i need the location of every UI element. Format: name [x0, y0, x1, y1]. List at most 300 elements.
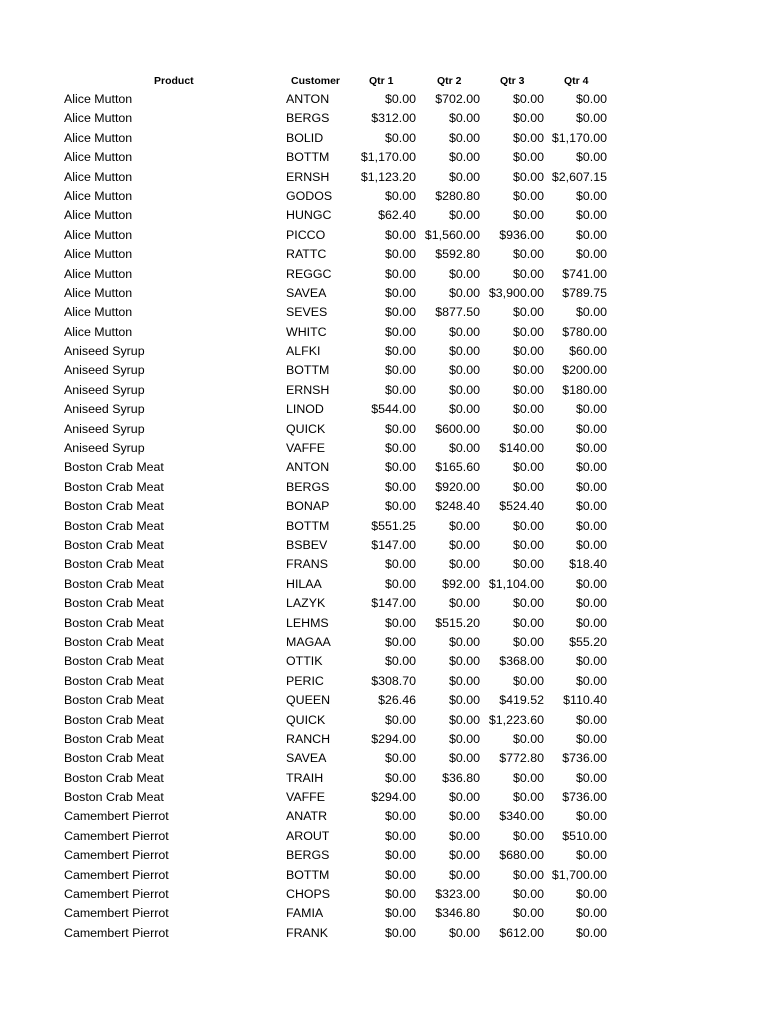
- cell-product: Alice Mutton: [64, 324, 133, 339]
- cell-customer: HUNGC: [286, 208, 332, 223]
- cell-customer: ANATR: [286, 809, 328, 824]
- cell-product: Camembert Pierrot: [64, 867, 169, 882]
- cell-product: Boston Crab Meat: [64, 790, 164, 805]
- table-row: [0, 924, 768, 943]
- cell-product: Aniseed Syrup: [64, 344, 145, 359]
- cell-customer: FRANS: [286, 557, 328, 572]
- cell-qtr-1: $0.00: [384, 887, 416, 902]
- cell-qtr-1: $0.00: [384, 441, 416, 456]
- cell-customer: PICCO: [286, 227, 326, 242]
- cell-qtr-1: $0.00: [384, 615, 416, 630]
- cell-qtr-1: $147.00: [371, 596, 416, 611]
- cell-qtr-4: $741.00: [562, 266, 607, 281]
- cell-qtr-4: $0.00: [575, 479, 607, 494]
- cell-customer: ERNSH: [286, 169, 330, 184]
- cell-qtr-4: $789.75: [562, 285, 607, 300]
- cell-qtr-4: $0.00: [575, 906, 607, 921]
- cell-qtr-2: $592.80: [435, 247, 480, 262]
- table-row: [0, 458, 768, 477]
- cell-qtr-1: $294.00: [371, 731, 416, 746]
- table-row: [0, 594, 768, 613]
- cell-qtr-3: $0.00: [512, 460, 544, 475]
- cell-qtr-2: $0.00: [448, 285, 480, 300]
- table-row: [0, 284, 768, 303]
- cell-qtr-2: $0.00: [448, 402, 480, 417]
- header-customer: Customer: [291, 75, 341, 87]
- cell-product: Boston Crab Meat: [64, 634, 164, 649]
- cell-qtr-4: $60.00: [569, 344, 607, 359]
- cell-qtr-2: $0.00: [448, 537, 480, 552]
- cell-qtr-4: $0.00: [575, 111, 607, 126]
- cell-qtr-2: $515.20: [435, 615, 480, 630]
- cell-customer: BOTTM: [286, 867, 330, 882]
- cell-product: Boston Crab Meat: [64, 557, 164, 572]
- cell-customer: BERGS: [286, 479, 330, 494]
- table-row: [0, 827, 768, 846]
- cell-qtr-4: $2,607.15: [551, 169, 607, 184]
- cell-product: Alice Mutton: [64, 169, 133, 184]
- cell-qtr-4: $0.00: [575, 770, 607, 785]
- cell-qtr-1: $62.40: [378, 208, 416, 223]
- cell-product: Camembert Pierrot: [64, 809, 169, 824]
- table-row: [0, 187, 768, 206]
- cell-qtr-4: $0.00: [575, 247, 607, 262]
- cell-qtr-3: $0.00: [512, 247, 544, 262]
- cell-customer: LAZYK: [286, 596, 326, 611]
- cell-qtr-3: $0.00: [512, 770, 544, 785]
- cell-qtr-4: $0.00: [575, 654, 607, 669]
- cell-qtr-4: $736.00: [562, 790, 607, 805]
- cell-product: Camembert Pierrot: [64, 925, 169, 940]
- cell-product: Camembert Pierrot: [64, 906, 169, 921]
- cell-qtr-1: $0.00: [384, 867, 416, 882]
- cell-qtr-2: $1,560.00: [424, 227, 480, 242]
- cell-qtr-1: $0.00: [384, 460, 416, 475]
- cell-qtr-1: $551.25: [371, 518, 416, 533]
- cell-qtr-3: $3,900.00: [488, 285, 544, 300]
- cell-qtr-2: $0.00: [448, 150, 480, 165]
- cell-product: Aniseed Syrup: [64, 363, 145, 378]
- cell-qtr-4: $0.00: [575, 576, 607, 591]
- cell-qtr-2: $0.00: [448, 848, 480, 863]
- cell-qtr-1: $0.00: [384, 266, 416, 281]
- cell-product: Alice Mutton: [64, 227, 133, 242]
- table-row: [0, 788, 768, 807]
- cell-qtr-2: $0.00: [448, 518, 480, 533]
- table-row: [0, 575, 768, 594]
- cell-qtr-3: $0.00: [512, 906, 544, 921]
- cell-qtr-2: $0.00: [448, 634, 480, 649]
- cell-qtr-3: $0.00: [512, 634, 544, 649]
- cell-qtr-1: $1,170.00: [360, 150, 416, 165]
- cell-qtr-2: $0.00: [448, 382, 480, 397]
- header-qtr-4: Qtr 4: [564, 75, 589, 87]
- cell-qtr-3: $340.00: [499, 809, 544, 824]
- cell-qtr-3: $0.00: [512, 111, 544, 126]
- table-row: [0, 129, 768, 148]
- cell-qtr-1: $1,123.20: [360, 169, 416, 184]
- table-row: [0, 497, 768, 516]
- cell-product: Aniseed Syrup: [64, 402, 145, 417]
- cell-product: Alice Mutton: [64, 92, 133, 106]
- cell-qtr-4: $200.00: [562, 363, 607, 378]
- cell-qtr-3: $0.00: [512, 363, 544, 378]
- cell-product: Alice Mutton: [64, 247, 133, 262]
- cell-qtr-2: $0.00: [448, 828, 480, 843]
- cell-qtr-3: $1,104.00: [488, 576, 544, 591]
- cell-qtr-3: $0.00: [512, 208, 544, 223]
- cell-qtr-1: $0.00: [384, 712, 416, 727]
- header-qtr-1: Qtr 1: [369, 75, 394, 87]
- table-row: [0, 749, 768, 768]
- table-row: [0, 439, 768, 458]
- cell-qtr-3: $0.00: [512, 382, 544, 397]
- cell-qtr-1: $312.00: [371, 111, 416, 126]
- cell-qtr-4: $510.00: [562, 828, 607, 843]
- cell-qtr-1: $0.00: [384, 363, 416, 378]
- cell-qtr-2: $165.60: [435, 460, 480, 475]
- table-row: [0, 536, 768, 555]
- cell-product: Alice Mutton: [64, 285, 133, 300]
- cell-customer: BOLID: [286, 130, 324, 145]
- cell-qtr-3: $368.00: [499, 654, 544, 669]
- cell-qtr-3: $772.80: [499, 751, 544, 766]
- table-row: [0, 904, 768, 923]
- cell-qtr-1: $0.00: [384, 925, 416, 940]
- cell-qtr-2: $0.00: [448, 169, 480, 184]
- cell-qtr-4: $1,700.00: [551, 867, 607, 882]
- cell-qtr-3: $0.00: [512, 615, 544, 630]
- cell-qtr-2: $0.00: [448, 441, 480, 456]
- cell-qtr-3: $0.00: [512, 790, 544, 805]
- cell-qtr-1: $0.00: [384, 809, 416, 824]
- cell-qtr-4: $0.00: [575, 227, 607, 242]
- cell-qtr-3: $0.00: [512, 266, 544, 281]
- cell-customer: BOTTM: [286, 363, 330, 378]
- cell-customer: QUICK: [286, 712, 326, 727]
- cell-qtr-4: $0.00: [575, 208, 607, 223]
- table-row: [0, 109, 768, 128]
- cell-customer: QUEEN: [286, 693, 331, 708]
- cell-customer: VAFFE: [286, 441, 326, 456]
- cell-qtr-1: $0.00: [384, 324, 416, 339]
- table-row: [0, 730, 768, 749]
- cell-qtr-3: $0.00: [512, 828, 544, 843]
- cell-product: Boston Crab Meat: [64, 479, 164, 494]
- cell-qtr-2: $0.00: [448, 925, 480, 940]
- cell-customer: RATTC: [286, 247, 327, 262]
- cell-product: Boston Crab Meat: [64, 518, 164, 533]
- cell-qtr-4: $0.00: [575, 925, 607, 940]
- cell-qtr-3: $0.00: [512, 731, 544, 746]
- table-body: [0, 90, 768, 943]
- cell-product: Boston Crab Meat: [64, 731, 164, 746]
- cell-qtr-4: $180.00: [562, 382, 607, 397]
- cell-customer: AROUT: [286, 828, 330, 843]
- cell-product: Boston Crab Meat: [64, 712, 164, 727]
- cell-qtr-1: $0.00: [384, 576, 416, 591]
- table-row: [0, 148, 768, 167]
- cell-qtr-1: $0.00: [384, 344, 416, 359]
- cell-product: Aniseed Syrup: [64, 421, 145, 436]
- cell-qtr-3: $0.00: [512, 92, 544, 106]
- cell-customer: ANTON: [286, 460, 330, 475]
- cell-qtr-4: $0.00: [575, 460, 607, 475]
- cell-qtr-3: $0.00: [512, 596, 544, 611]
- cell-qtr-3: $0.00: [512, 479, 544, 494]
- cell-qtr-2: $0.00: [448, 867, 480, 882]
- cell-qtr-4: $0.00: [575, 712, 607, 727]
- cell-qtr-1: $0.00: [384, 285, 416, 300]
- cell-qtr-2: $0.00: [448, 208, 480, 223]
- cell-product: Boston Crab Meat: [64, 576, 164, 591]
- cell-qtr-2: $0.00: [448, 693, 480, 708]
- cell-qtr-4: $0.00: [575, 887, 607, 902]
- cell-qtr-3: $612.00: [499, 925, 544, 940]
- cell-qtr-1: $0.00: [384, 188, 416, 203]
- cell-product: Camembert Pierrot: [64, 848, 169, 863]
- table-row: [0, 265, 768, 284]
- cell-qtr-1: $0.00: [384, 382, 416, 397]
- cell-qtr-4: $0.00: [575, 518, 607, 533]
- cell-qtr-4: $0.00: [575, 92, 607, 106]
- cell-qtr-4: $0.00: [575, 441, 607, 456]
- cell-product: Alice Mutton: [64, 130, 133, 145]
- table-row: [0, 633, 768, 652]
- cell-qtr-1: $0.00: [384, 848, 416, 863]
- cell-product: Boston Crab Meat: [64, 460, 164, 475]
- cell-qtr-4: $0.00: [575, 499, 607, 514]
- cell-qtr-4: $1,170.00: [551, 130, 607, 145]
- cell-customer: HILAA: [286, 576, 322, 591]
- cell-product: Boston Crab Meat: [64, 770, 164, 785]
- cell-product: Alice Mutton: [64, 150, 133, 165]
- table-row: [0, 769, 768, 788]
- cell-product: Aniseed Syrup: [64, 382, 145, 397]
- table-row: [0, 517, 768, 536]
- cell-qtr-3: $419.52: [499, 693, 544, 708]
- table-row: [0, 245, 768, 264]
- cell-qtr-3: $0.00: [512, 421, 544, 436]
- cell-qtr-2: $0.00: [448, 596, 480, 611]
- cell-qtr-4: $0.00: [575, 809, 607, 824]
- cell-product: Boston Crab Meat: [64, 673, 164, 688]
- cell-qtr-2: $0.00: [448, 266, 480, 281]
- cell-customer: SEVES: [286, 305, 328, 320]
- cell-customer: ERNSH: [286, 382, 330, 397]
- cell-qtr-1: $0.00: [384, 479, 416, 494]
- table-row: [0, 226, 768, 245]
- cell-customer: BONAP: [286, 499, 330, 514]
- table-row: [0, 691, 768, 710]
- cell-qtr-2: $346.80: [435, 906, 480, 921]
- cell-customer: VAFFE: [286, 790, 326, 805]
- cell-product: Boston Crab Meat: [64, 615, 164, 630]
- cell-product: Camembert Pierrot: [64, 887, 169, 902]
- cell-customer: LEHMS: [286, 615, 329, 630]
- table-row: [0, 342, 768, 361]
- cell-product: Boston Crab Meat: [64, 537, 164, 552]
- table-row: [0, 400, 768, 419]
- cell-product: Alice Mutton: [64, 111, 133, 126]
- cell-customer: GODOS: [286, 188, 333, 203]
- table-row: [0, 323, 768, 342]
- cell-customer: SAVEA: [286, 285, 327, 300]
- cell-product: Alice Mutton: [64, 266, 133, 281]
- cell-qtr-3: $0.00: [512, 537, 544, 552]
- table-row: [0, 381, 768, 400]
- cell-qtr-2: $0.00: [448, 324, 480, 339]
- cell-qtr-4: $0.00: [575, 731, 607, 746]
- cell-qtr-2: $0.00: [448, 344, 480, 359]
- cell-qtr-1: $147.00: [371, 537, 416, 552]
- cell-qtr-2: $0.00: [448, 790, 480, 805]
- table-row: [0, 90, 768, 109]
- cell-product: Boston Crab Meat: [64, 654, 164, 669]
- cell-qtr-3: $0.00: [512, 867, 544, 882]
- cell-qtr-4: $0.00: [575, 421, 607, 436]
- cell-qtr-1: $544.00: [371, 402, 416, 417]
- cell-customer: BOTTM: [286, 518, 330, 533]
- cell-customer: RANCH: [286, 731, 331, 746]
- cell-qtr-2: $0.00: [448, 673, 480, 688]
- header-qtr-3: Qtr 3: [500, 75, 525, 87]
- cell-qtr-3: $140.00: [499, 441, 544, 456]
- cell-qtr-2: $0.00: [448, 363, 480, 378]
- cell-qtr-4: $0.00: [575, 402, 607, 417]
- cell-qtr-3: $0.00: [512, 130, 544, 145]
- cell-qtr-3: $1,223.60: [488, 712, 544, 727]
- cell-qtr-3: $680.00: [499, 848, 544, 863]
- cell-qtr-4: $0.00: [575, 188, 607, 203]
- cell-qtr-4: $55.20: [569, 634, 607, 649]
- cell-qtr-2: $0.00: [448, 130, 480, 145]
- cell-product: Alice Mutton: [64, 208, 133, 223]
- cell-qtr-1: $0.00: [384, 751, 416, 766]
- cell-qtr-3: $0.00: [512, 188, 544, 203]
- cell-qtr-2: $920.00: [435, 479, 480, 494]
- cell-qtr-4: $0.00: [575, 673, 607, 688]
- cell-qtr-2: $0.00: [448, 751, 480, 766]
- cell-customer: ANTON: [286, 92, 330, 106]
- table-row: [0, 478, 768, 497]
- table-row: [0, 614, 768, 633]
- cell-product: Boston Crab Meat: [64, 596, 164, 611]
- table-row: [0, 846, 768, 865]
- table-row: [0, 303, 768, 322]
- table-row: [0, 711, 768, 730]
- spreadsheet: [0, 72, 768, 943]
- cell-qtr-4: $0.00: [575, 150, 607, 165]
- cell-customer: TRAIH: [286, 770, 324, 785]
- cell-qtr-4: $110.40: [563, 693, 607, 708]
- cell-qtr-1: $0.00: [384, 828, 416, 843]
- cell-qtr-1: $0.00: [384, 305, 416, 320]
- table-row: [0, 168, 768, 187]
- cell-qtr-1: $308.70: [371, 673, 416, 688]
- cell-customer: LINOD: [286, 402, 324, 417]
- cell-product: Boston Crab Meat: [64, 693, 164, 708]
- cell-customer: FRANK: [286, 925, 328, 940]
- cell-customer: BOTTM: [286, 150, 330, 165]
- cell-qtr-3: $0.00: [512, 887, 544, 902]
- cell-product: Aniseed Syrup: [64, 441, 145, 456]
- cell-qtr-2: $0.00: [448, 654, 480, 669]
- cell-customer: BSBEV: [286, 537, 328, 552]
- cell-qtr-1: $0.00: [384, 499, 416, 514]
- cell-customer: QUICK: [286, 421, 326, 436]
- table-row: [0, 807, 768, 826]
- cell-qtr-2: $280.80: [435, 188, 480, 203]
- cell-qtr-1: $0.00: [384, 654, 416, 669]
- cell-customer: ALFKI: [286, 344, 321, 359]
- cell-qtr-4: $0.00: [575, 596, 607, 611]
- cell-qtr-4: $0.00: [575, 305, 607, 320]
- table-row: [0, 652, 768, 671]
- table-row: [0, 206, 768, 225]
- cell-qtr-2: $0.00: [448, 111, 480, 126]
- cell-qtr-1: $26.46: [378, 693, 416, 708]
- cell-product: Camembert Pierrot: [64, 828, 169, 843]
- cell-qtr-1: $0.00: [384, 247, 416, 262]
- cell-product: Alice Mutton: [64, 305, 133, 320]
- cell-product: Boston Crab Meat: [64, 751, 164, 766]
- cell-qtr-4: $780.00: [562, 324, 607, 339]
- cell-qtr-4: $736.00: [562, 751, 607, 766]
- cell-qtr-1: $0.00: [384, 227, 416, 242]
- cell-qtr-2: $877.50: [435, 305, 480, 320]
- table-row: [0, 885, 768, 904]
- cell-qtr-3: $0.00: [512, 305, 544, 320]
- cell-qtr-3: $0.00: [512, 402, 544, 417]
- cell-customer: CHOPS: [286, 887, 331, 902]
- header-row: [0, 72, 768, 90]
- cell-qtr-3: $0.00: [512, 150, 544, 165]
- cell-qtr-3: $0.00: [512, 518, 544, 533]
- table-row: [0, 672, 768, 691]
- cell-qtr-3: $0.00: [512, 557, 544, 572]
- cell-qtr-1: $0.00: [384, 770, 416, 785]
- cell-customer: REGGC: [286, 266, 332, 281]
- cell-qtr-2: $702.00: [435, 92, 480, 106]
- cell-qtr-1: $0.00: [384, 421, 416, 436]
- table-row: [0, 361, 768, 380]
- cell-customer: MAGAA: [286, 634, 331, 649]
- cell-customer: PERIC: [286, 673, 324, 688]
- table-row: [0, 420, 768, 439]
- cell-qtr-3: $0.00: [512, 344, 544, 359]
- header-product: Product: [154, 75, 194, 87]
- table-row: [0, 866, 768, 885]
- cell-qtr-4: $0.00: [575, 537, 607, 552]
- cell-qtr-4: $18.40: [569, 557, 607, 572]
- cell-product: Boston Crab Meat: [64, 499, 164, 514]
- cell-qtr-2: $323.00: [435, 887, 480, 902]
- cell-customer: SAVEA: [286, 751, 327, 766]
- cell-qtr-2: $0.00: [448, 731, 480, 746]
- cell-qtr-2: $0.00: [448, 712, 480, 727]
- cell-qtr-1: $294.00: [371, 790, 416, 805]
- cell-qtr-1: $0.00: [384, 634, 416, 649]
- header-qtr-2: Qtr 2: [437, 75, 462, 87]
- cell-qtr-1: $0.00: [384, 92, 416, 106]
- cell-qtr-4: $0.00: [575, 615, 607, 630]
- cell-qtr-2: $248.40: [435, 499, 480, 514]
- cell-qtr-1: $0.00: [384, 557, 416, 572]
- cell-qtr-3: $0.00: [512, 169, 544, 184]
- cell-customer: BERGS: [286, 848, 330, 863]
- cell-qtr-2: $92.00: [442, 576, 480, 591]
